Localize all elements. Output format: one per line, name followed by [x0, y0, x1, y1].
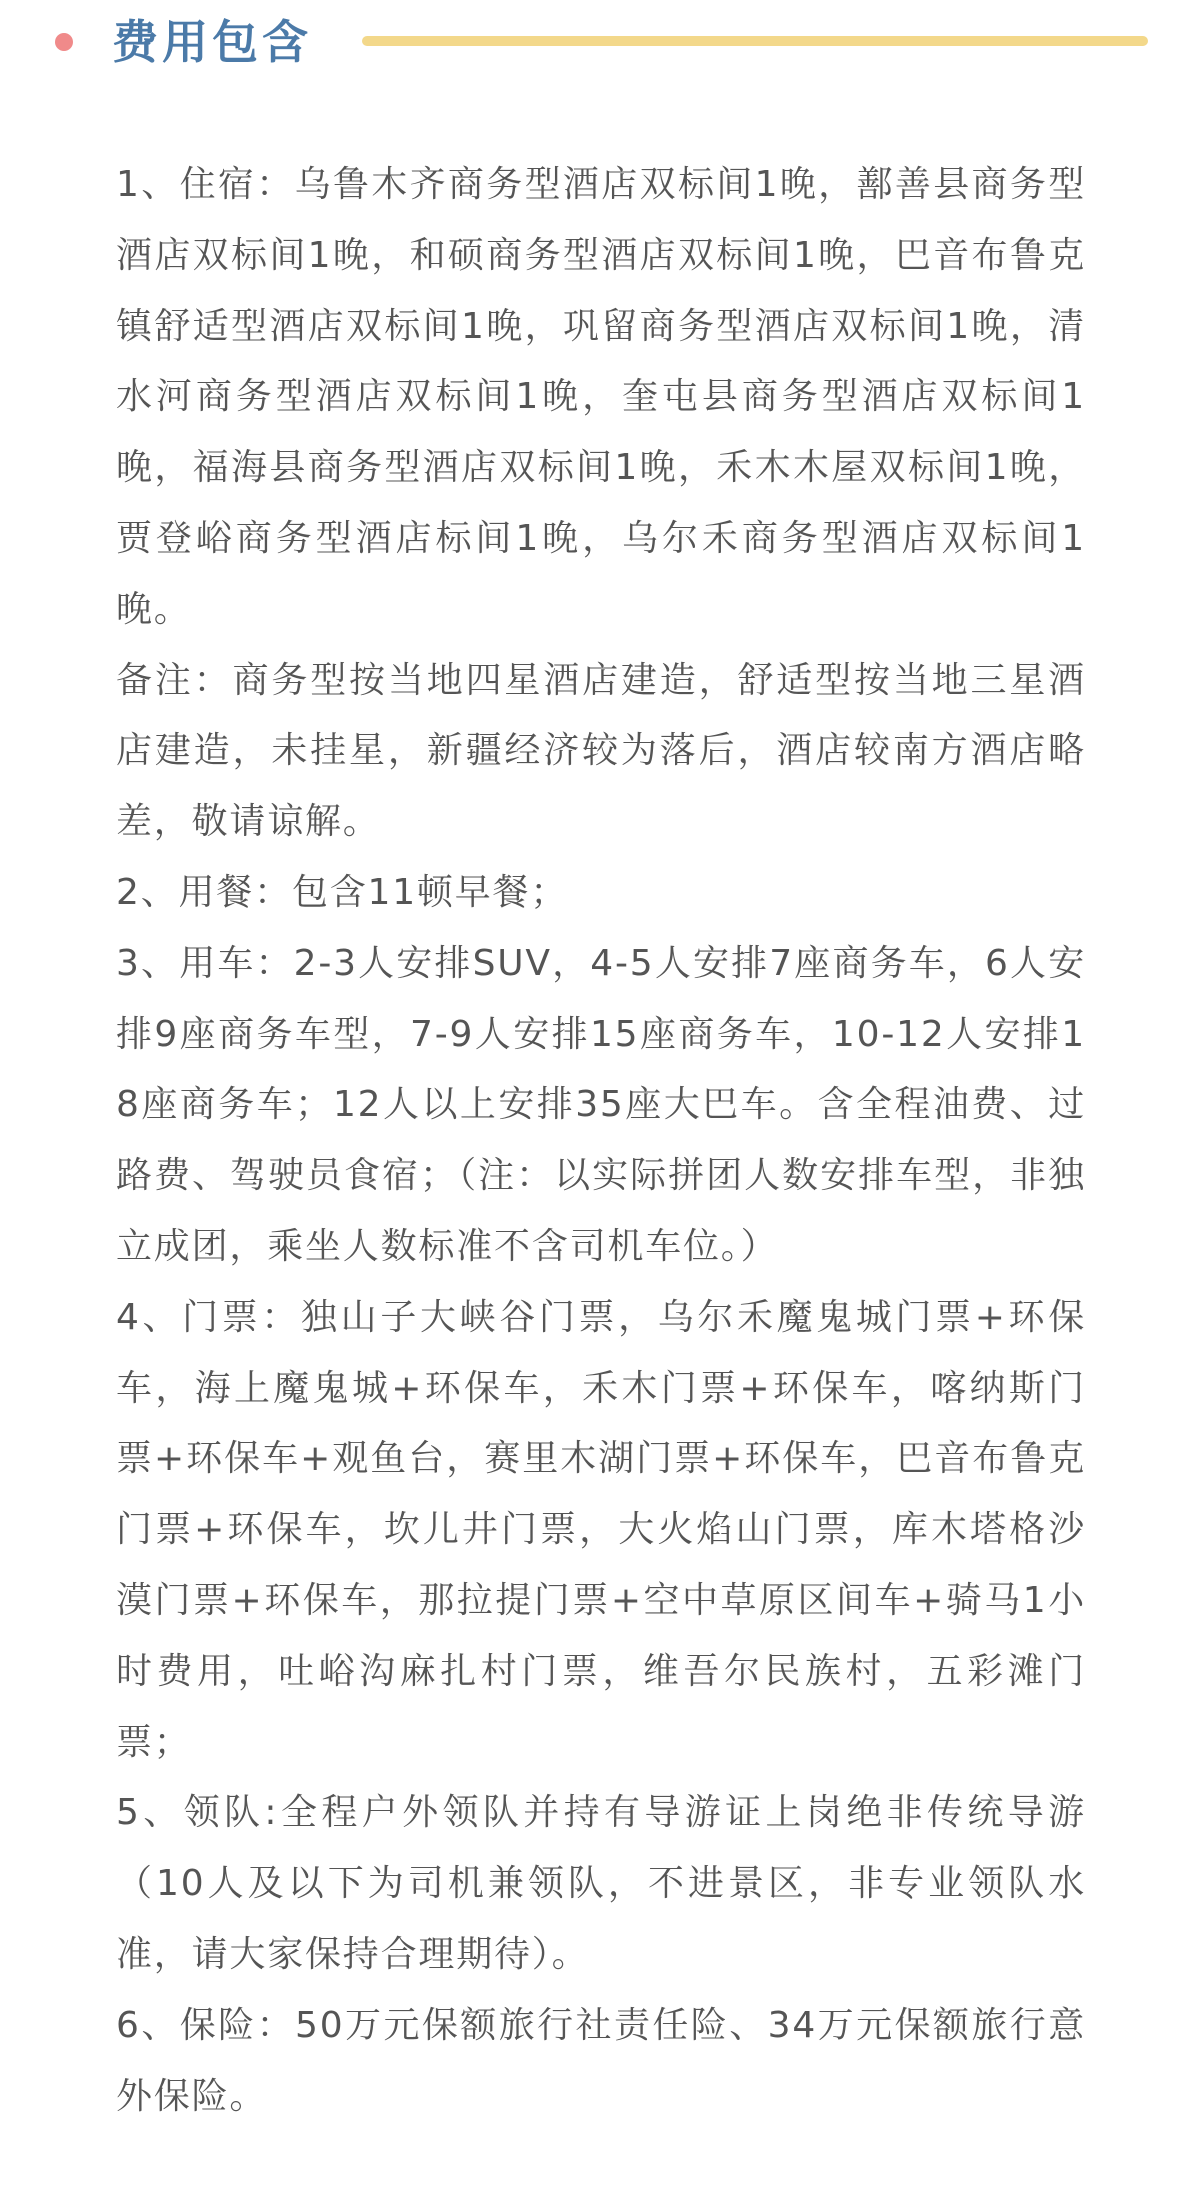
bullet-dot-icon: [55, 33, 73, 51]
header-divider: [362, 36, 1148, 46]
item-tickets: 4、门票：独山子大峡谷门票，乌尔禾魔鬼城门票+环保车，海上魔鬼城+环保车，禾木门票+环保车，喀纳斯门票+环保车+观鱼台，赛里木湖门票+环保车，巴音布鲁克门票+环保车，坎儿井门票，大火焰山门票，库木塔格沙漠门票+环保车，那拉提门票+空中草原区间车+骑马1小时费用，吐峪沟麻扎村门票，维吾尔民族村，五彩滩门票；: [116, 1296, 1086, 1763]
item-insurance: 6、保险：50万元保额旅行社责任险、34万元保额旅行意外保险。: [116, 2004, 1086, 2117]
item-tour-leader: 5、领队:全程户外领队并持有导游证上岗绝非传统导游（10人及以下为司机兼领队，不进景区，非专业领队水准，请大家保持合理期待）。: [116, 1792, 1086, 1975]
section-header: [0, 0, 1200, 80]
item-accommodation: 1、住宿：乌鲁木齐商务型酒店双标间1晚，鄯善县商务型酒店双标间1晚，和硕商务型酒店双标间1晚，巴音布鲁克镇舒适型酒店双标间1晚，巩留商务型酒店双标间1晚，清水河商务型酒店双标间1晚，奎屯县商务型酒店双标间1晚，福海县商务型酒店双标间1晚，禾木木屋双标间1晚，贾登峪商务型酒店标间1晚，乌尔禾商务型酒店双标间1晚。: [116, 164, 1086, 630]
fee-includes-content: [116, 150, 1086, 2132]
item-vehicles: 3、用车：2-3人安排SUV，4-5人安排7座商务车，6人安排9座商务车型，7-9人安排15座商务车，10-12人安排18座商务车；12人以上安排35座大巴车。含全程油费、过路费、驾驶员食宿；（注：以实际拼团人数安排车型，非独立成团，乘坐人数标准不含司机车位。）: [116, 942, 1086, 1267]
section-title: 费用包含: [112, 15, 312, 69]
item-meals: 2、用餐：包含11顿早餐；: [116, 871, 569, 913]
item-accommodation-note: 备注：商务型按当地四星酒店建造，舒适型按当地三星酒店建造，未挂星，新疆经济较为落后，酒店较南方酒店略差，敬请谅解。: [116, 659, 1086, 843]
